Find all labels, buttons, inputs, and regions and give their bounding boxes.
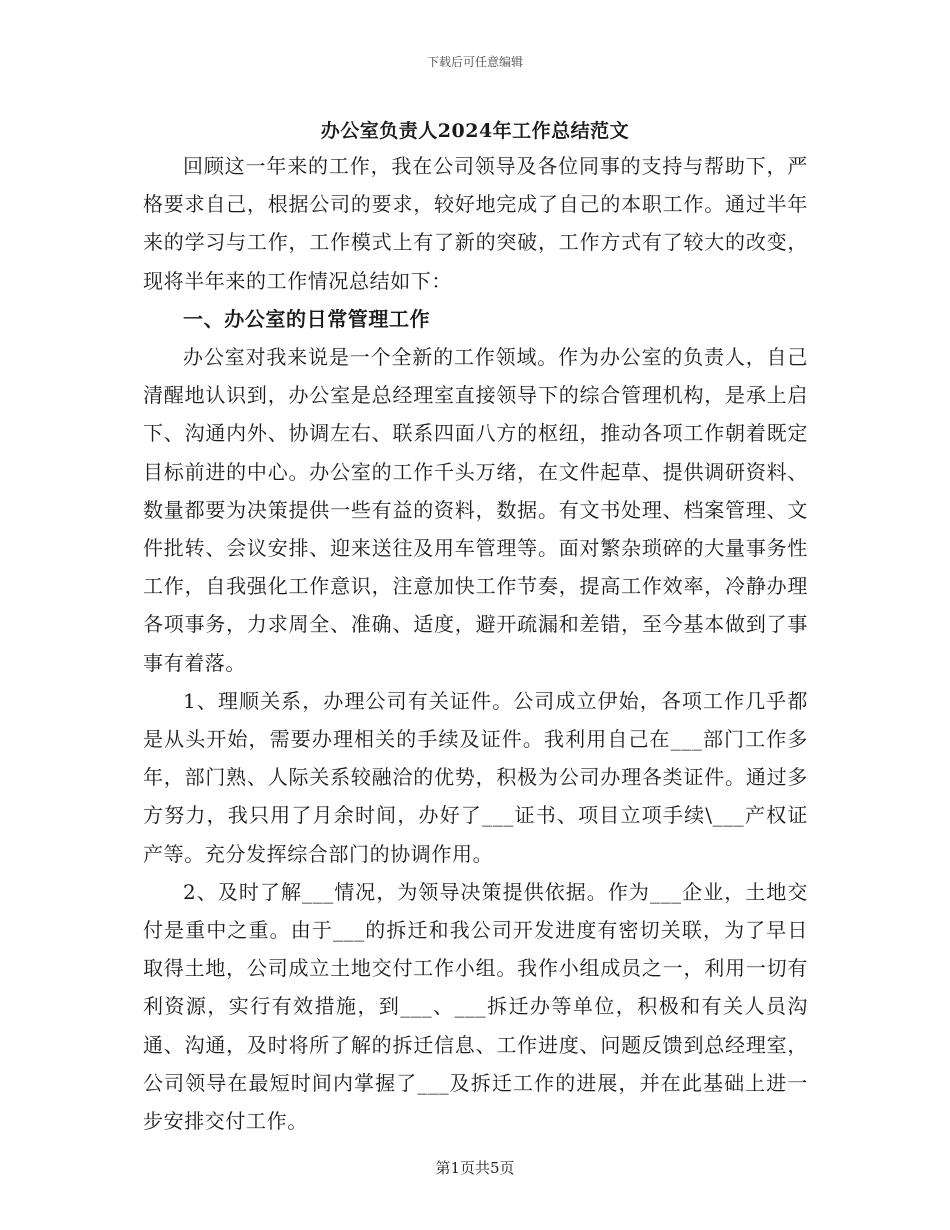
paragraph-office-overview: 办公室对我来说是一个全新的工作领域。作为办公室的负责人，自己清醒地认识到，办公室是总经理室直接领导下的综合管理机构，是承上启下、沟通内外、协调左右、联系四面八方的枢纽，推动各项工作朝着既定目标前进的中心。办公室的工作千头万绪，在文件起草、提供调研资料、数量都要为决策提供一些有益的资料，数据。有文书处理、档案管理、文件批转、会议安排、迎来送往及用车管理等。面对繁杂琐碎的大量事务性工作，自我强化工作意识，注意加快工作节奏，提高工作效率，冷静办理各项事务，力求周全、准确、适度，避开疏漏和差错，至今基本做到了事事有着落。: [143, 345, 808, 675]
page-number: 第1页共5页: [435, 1159, 515, 1177]
paragraph-item-2: 2、及时了解___情况，为领导决策提供依据。作为___企业，土地交付是重中之重。由于___的拆迁和我公司开发进度有密切关联，为了早日取得土地，公司成立土地交付工作小组。我作小组成员之一，利用一切有利资源，实行有效措施，到___、___拆迁办等单位，积极和有关人员沟通、沟通，及时将所了解的拆迁信息、工作进度、问题反馈到总经理室，公司领导在最短时间内掌握了___及拆迁工作的进展，并在此基础上进一步安排交付工作。: [143, 879, 808, 1134]
document-title: 办公室负责人2024年工作总结范文: [320, 120, 630, 142]
paragraph-intro: 回顾这一年来的工作，我在公司领导及各位同事的支持与帮助下，严格要求自己，根据公司的要求，较好地完成了自己的本职工作。通过半年来的学习与工作，工作模式上有了新的突破，工作方式有了较大的改变，现将半年来的工作情况总结如下：: [143, 154, 808, 293]
header-note: 下载后可任意编辑: [426, 55, 523, 69]
paragraph-item-1: 1、理顺关系，办理公司有关证件。公司成立伊始，各项工作几乎都是从头开始，需要办理相关的手续及证件。我利用自己在___部门工作多年，部门熟、人际关系较融洽的优势，积极为公司办理各类证件。通过多方努力，我只用了月余时间，办好了___证书、项目立项手续\___产权证产等。充分发挥综合部门的协调作用。: [143, 688, 808, 866]
section-heading: 一、办公室的日常管理工作: [183, 306, 431, 331]
document-body: [143, 147, 808, 1140]
